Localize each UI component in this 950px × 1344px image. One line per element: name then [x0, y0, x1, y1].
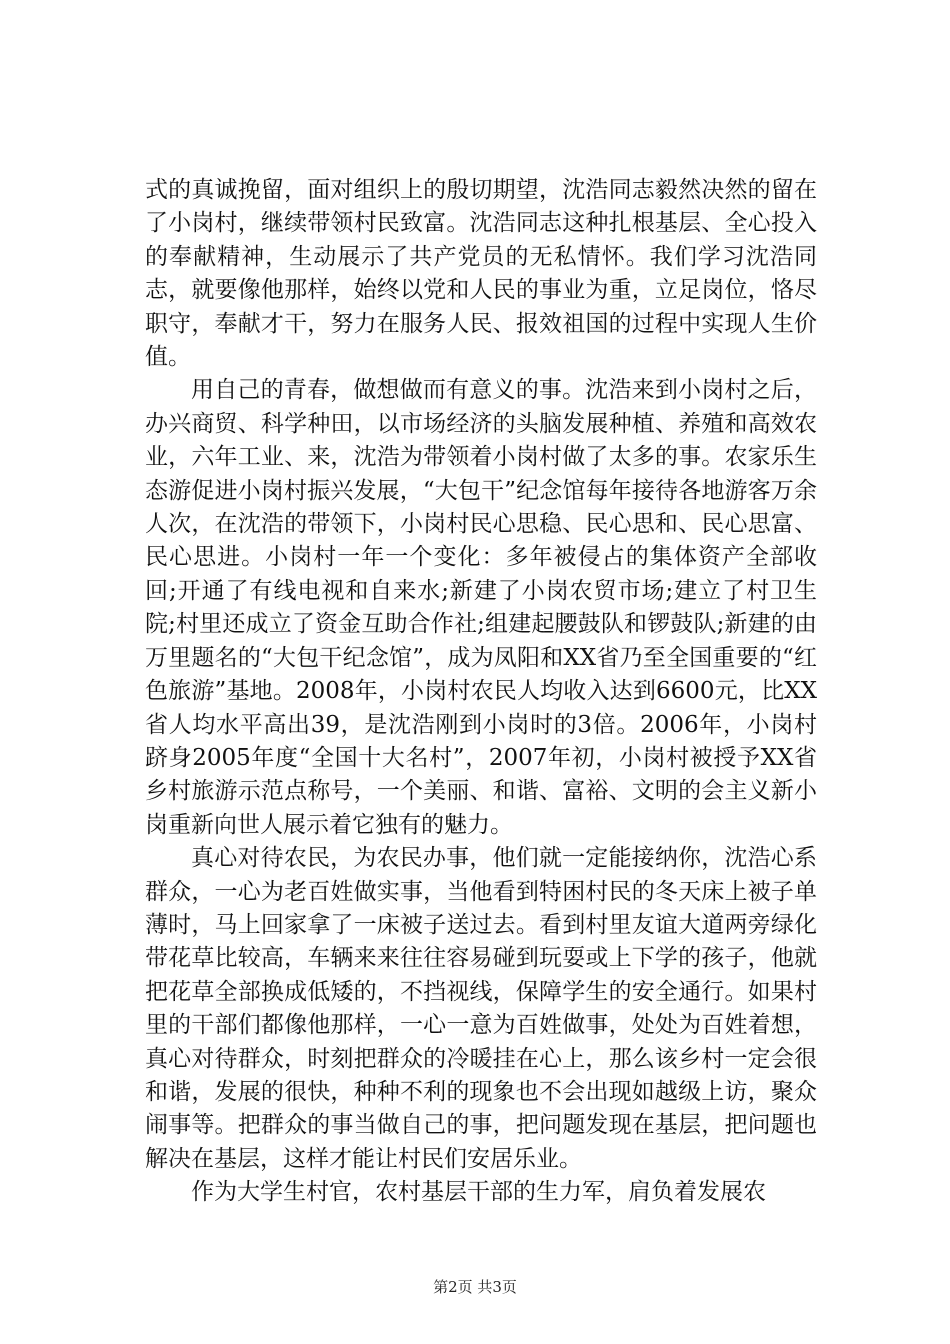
paragraph-youth: 用自己的青春，做想做而有意义的事。沈浩来到小岗村之后，办兴商贸、科学种田，以市场经济的头脑发展种植、养殖和高效农业，六年工业、来，沈浩为带领着小岗村做了太多的事。农家乐生态游促进小岗村振兴发展，“大包干”纪念馆每年接待各地游客万余人次，在沈浩的带领下，小岗村民心思稳、民心思和、民心思富、民心思进。小岗村一年一个变化：多年被侵占的集体资产全部收回;开通了有线电视和自来水;新建了小岗农贸市场;建立了村卫生院;村里还成立了资金互助合作社;组建起腰鼓队和锣鼓队;新建的由万里题名的“大包干纪念馆”，成为凤阳和XX省乃至全国重要的“红色旅游”基地。2008年，小岗村农民人均收入达到6600元，比XX省人均水平高出39，是沈浩刚到小岗时的3倍。2006年，小岗村跻身2005年度“全国十大名村”，2007年初，小岗村被授予XX省乡村旅游示范点称号，一个美丽、和谐、富裕、文明的会主义新小岗重新向世人展示着它独有的魅力。: [145, 377, 817, 838]
page-number-footer: 第2页 共3页: [433, 1278, 517, 1296]
document-body: [145, 174, 817, 1210]
paragraph-farmers: 真心对待农民，为农民办事，他们就一定能接纳你，沈浩心系群众，一心为老百姓做实事，当他看到特困村民的冬天床上被子单薄时，马上回家拿了一床被子送过去。看到村里友谊大道两旁绿化带花草比较高，车辆来来往往容易碰到玩耍或上下学的孩子，他就把花草全部换成低矮的，不挡视线，保障学生的安全通行。如果村里的干部们都像他那样，一心一意为百姓做事，处处为百姓着想，真心对待群众，时刻把群众的冷暖挂在心上，那么该乡村一定会很和谐，发展的很快，种种不利的现象也不会出现如越级上访，聚众闹事等。把群众的事当做自己的事，把问题发现在基层，把问题也解决在基层，这样才能让村民们安居乐业。: [145, 845, 817, 1172]
paragraph-continuation: 式的真诚挽留，面对组织上的殷切期望，沈浩同志毅然决然的留在了小岗村，继续带领村民致富。沈浩同志这种扎根基层、全心投入的奉献精神，生动展示了共产党员的无私情怀。我们学习沈浩同志，就要像他那样，始终以党和人民的事业为重，立足岗位，恪尽职守，奉献才干，努力在服务人民、报效祖国的过程中实现人生价值。: [145, 177, 817, 371]
paragraph-village-official: 作为大学生村官，农村基层干部的生力军，肩负着发展农: [191, 1179, 766, 1206]
